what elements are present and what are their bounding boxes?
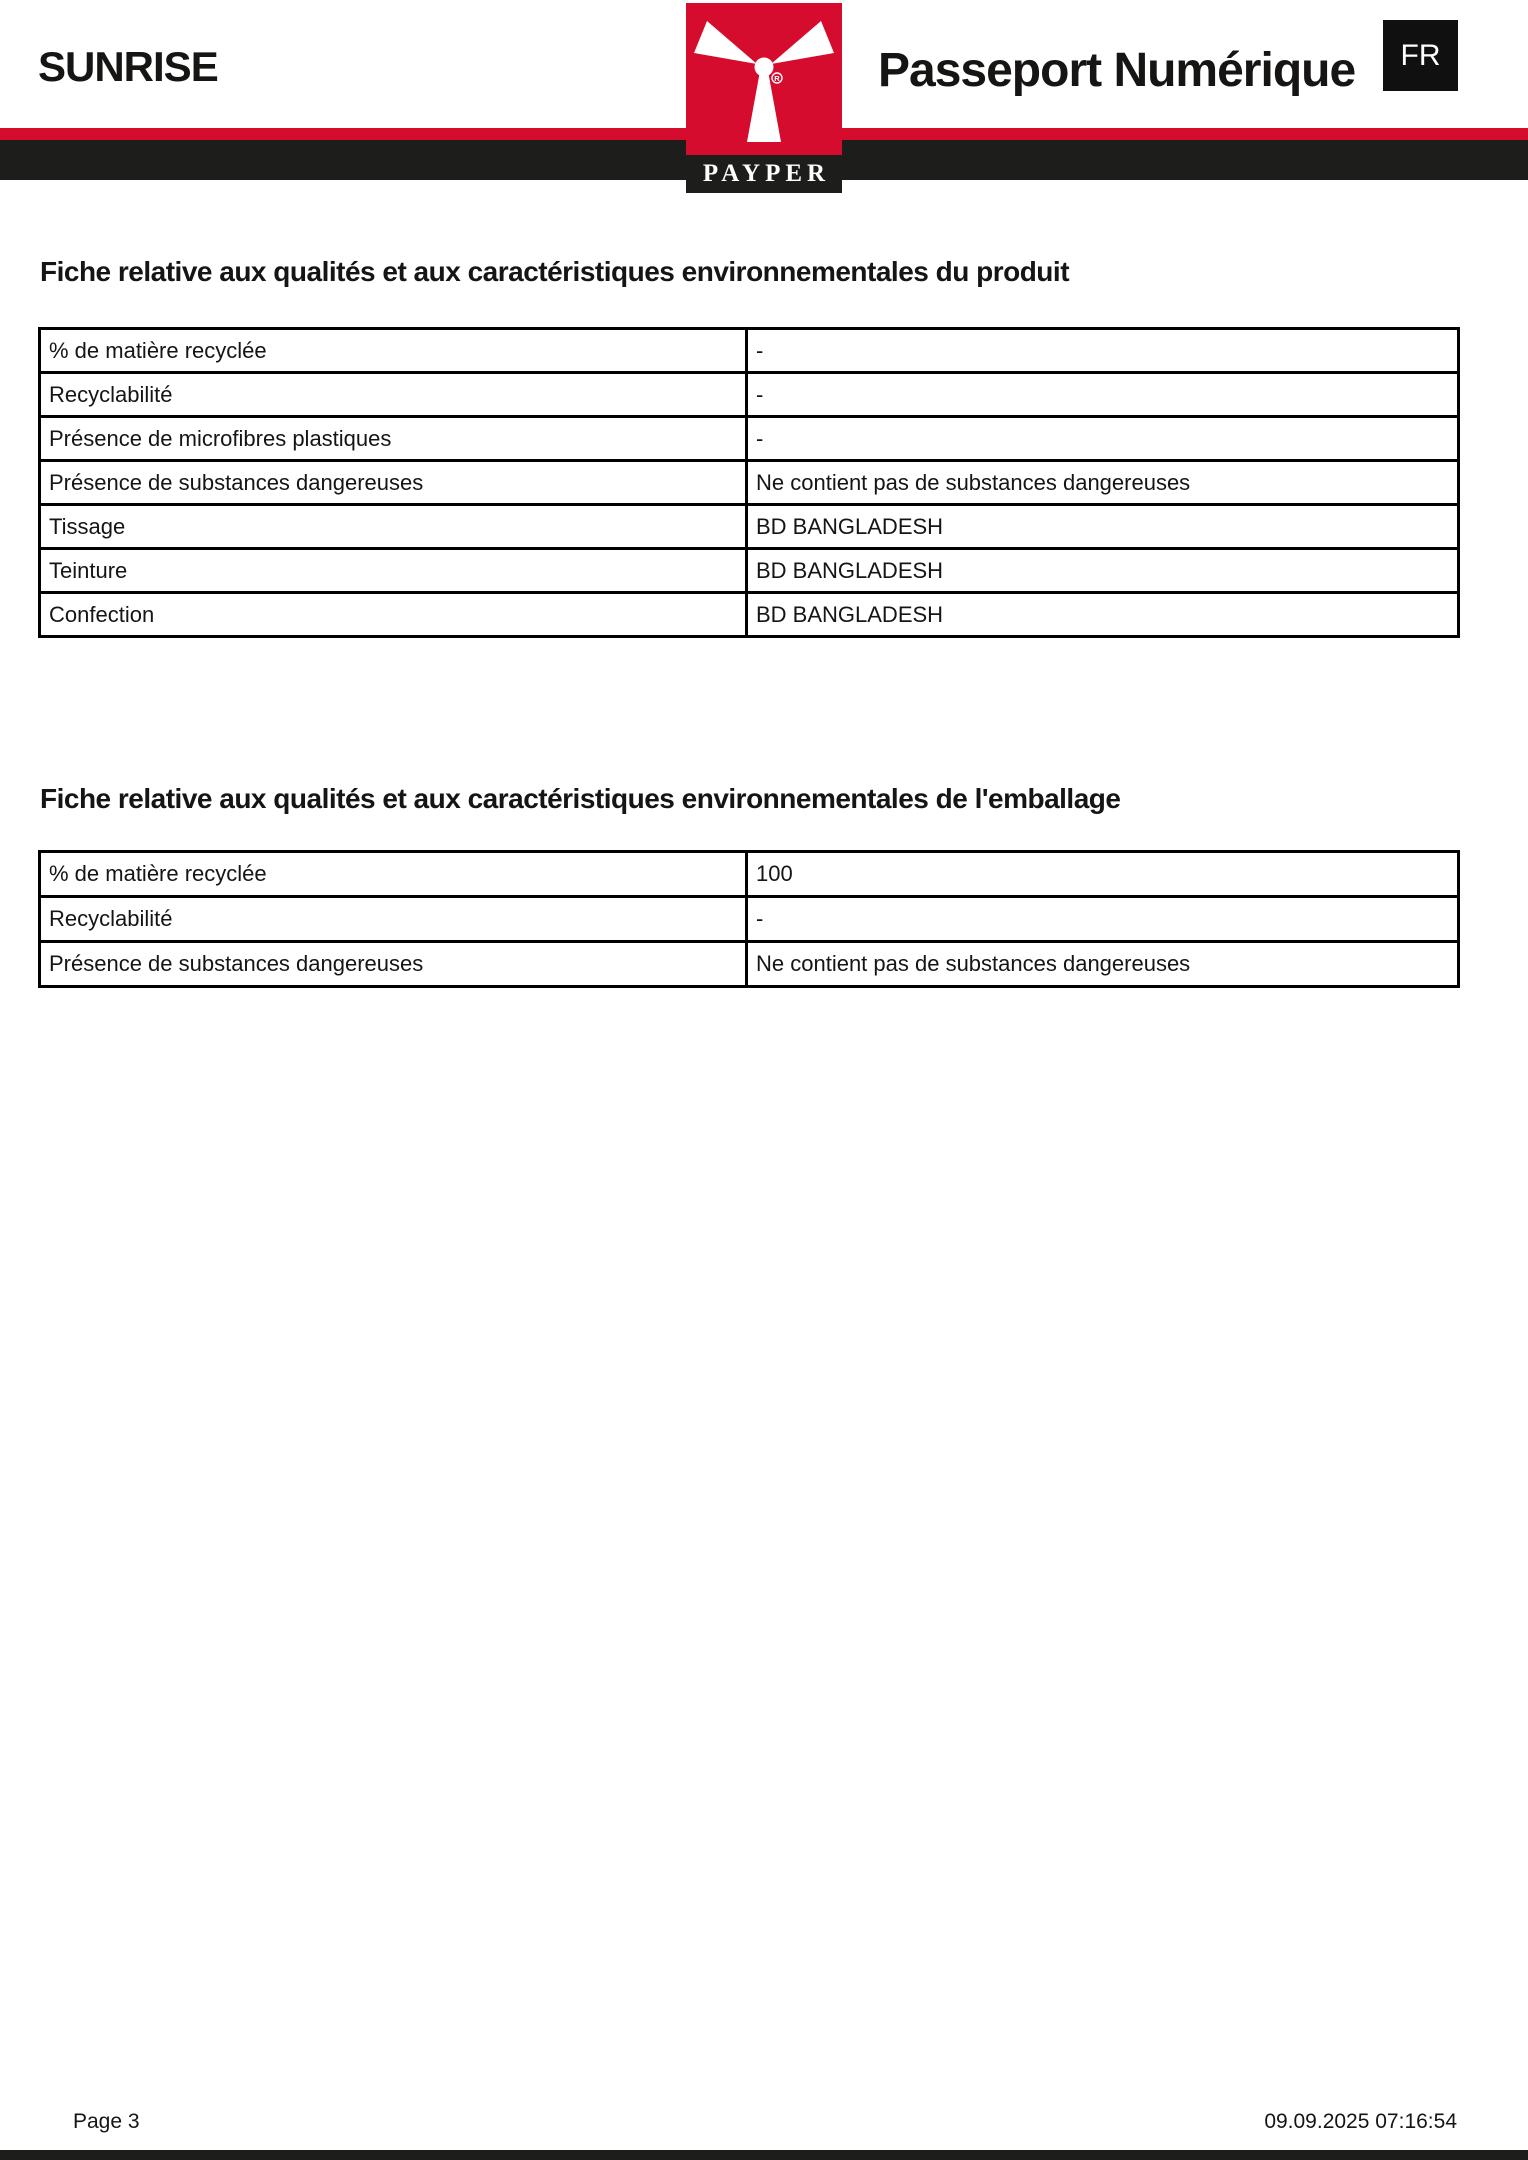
row-value: BD BANGLADESH (747, 593, 1459, 637)
row-label: Présence de substances dangereuses (40, 942, 747, 987)
table-row (40, 549, 1459, 593)
row-label: Tissage (40, 505, 747, 549)
row-value: - (747, 329, 1459, 373)
table-row (40, 942, 1459, 987)
payper-pinwheel-icon (686, 3, 842, 155)
packaging-characteristics-table (38, 850, 1460, 988)
row-value: Ne contient pas de substances dangereuses (747, 942, 1459, 987)
row-value: BD BANGLADESH (747, 505, 1459, 549)
document-title: Passeport Numérique (878, 44, 1356, 97)
row-label: Teinture (40, 549, 747, 593)
row-label: % de matière recyclée (40, 852, 747, 897)
row-value: - (747, 897, 1459, 942)
language-badge: FR (1383, 20, 1458, 91)
svg-text:R: R (774, 74, 780, 83)
table-row (40, 593, 1459, 637)
row-label: Recyclabilité (40, 897, 747, 942)
section-title-packaging: Fiche relative aux qualités et aux caractéristiques environnementales de l'emballage (40, 783, 1121, 814)
payper-logo (686, 3, 842, 193)
row-value: - (747, 373, 1459, 417)
footer-dark-bar (0, 2150, 1528, 2160)
table-row (40, 461, 1459, 505)
row-value: 100 (747, 852, 1459, 897)
product-brand-name: SUNRISE (38, 43, 218, 90)
page-number: Page 3 (73, 2110, 140, 2133)
product-characteristics-table (38, 327, 1460, 638)
table-row (40, 373, 1459, 417)
row-label: Présence de microfibres plastiques (40, 417, 747, 461)
row-label: % de matière recyclée (40, 329, 747, 373)
row-value: Ne contient pas de substances dangereuses (747, 461, 1459, 505)
table-row (40, 505, 1459, 549)
row-value: BD BANGLADESH (747, 549, 1459, 593)
row-value: - (747, 417, 1459, 461)
table-row (40, 897, 1459, 942)
section-title-product: Fiche relative aux qualités et aux caractéristiques environnementales du produit (40, 256, 1070, 287)
payper-logo-background (686, 3, 842, 155)
table-row (40, 852, 1459, 897)
row-label: Présence de substances dangereuses (40, 461, 747, 505)
row-label: Recyclabilité (40, 373, 747, 417)
row-label: Confection (40, 593, 747, 637)
table-row (40, 329, 1459, 373)
payper-logo-wordmark: PAYPER (686, 155, 842, 193)
generation-timestamp: 09.09.2025 07:16:54 (1264, 2110, 1457, 2133)
table-row (40, 417, 1459, 461)
